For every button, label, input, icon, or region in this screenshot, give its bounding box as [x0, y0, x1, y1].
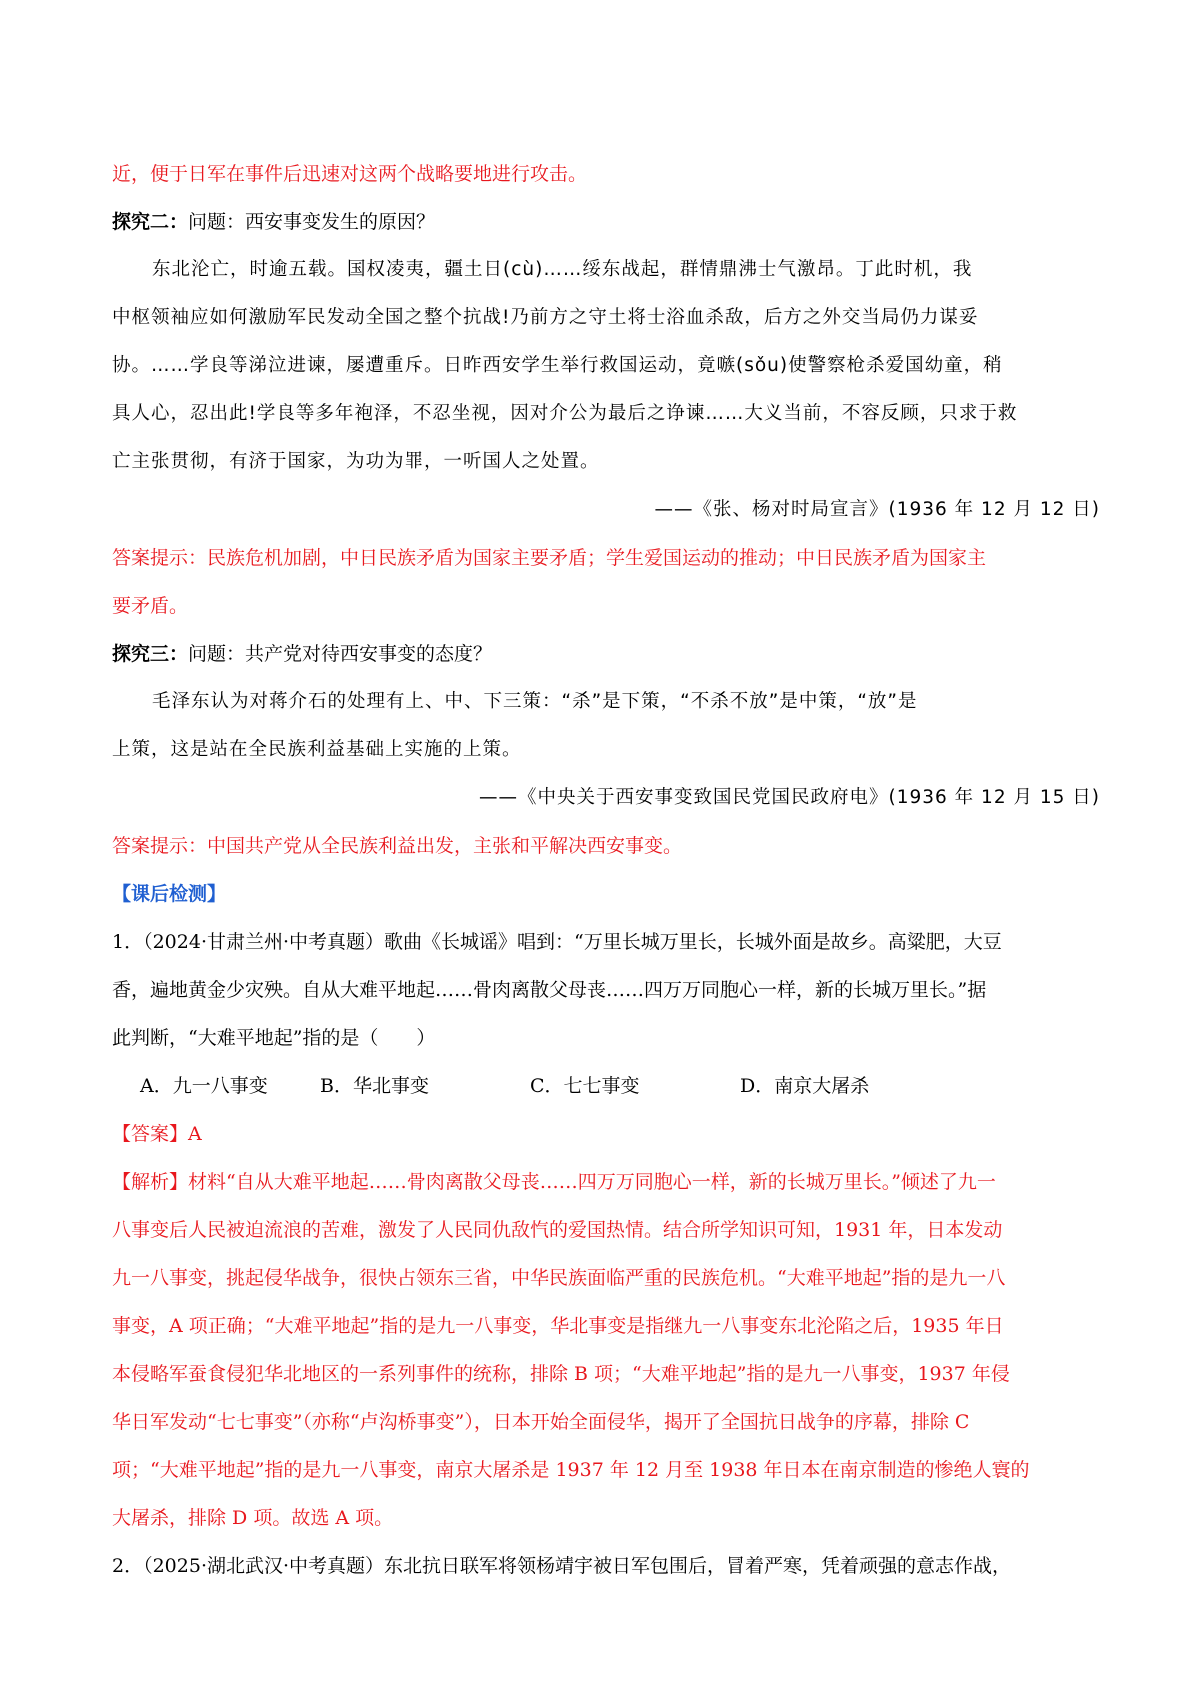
q1-analysis-line: 九一八事变，挑起侵华战争，很快占领东三省，中华民族面临严重的民族危机。“大难平地起”指的是九一八 — [112, 1267, 1006, 1289]
explore3-label: 探究三： — [112, 643, 189, 665]
explore2-heading — [112, 198, 1100, 246]
q1-option-b: B．华北事变 — [320, 1075, 429, 1097]
q1-option-c: C．七七事变 — [530, 1075, 640, 1097]
q1-analysis-line: 本侵略军蚕食侵犯华北地区的一系列事件的统称，排除 B 项；“大难平地起”指的是九一八事变，1937 年侵 — [112, 1363, 1010, 1385]
explore3-quote-line: 上策，这是站在全民族利益基础上实施的上策。 — [112, 739, 522, 760]
q1-stem-line: 1．（2024·甘肃兰州·中考真题）歌曲《长城谣》唱到：“万里长城万里长，长城外面是故乡。高粱肥，大豆 — [112, 931, 1002, 953]
document-content — [112, 150, 1100, 1590]
q1-stem-line: 此判断，“大难平地起”指的是（ ） — [112, 1027, 436, 1049]
q1-options — [112, 1062, 1100, 1110]
q1-stem-line: 香，遍地黄金少灾殃。自从大难平地起……骨肉离散父母丧……四万万同胞心一样，新的长城万里长。”据 — [112, 979, 987, 1001]
section-title: 【课后检测】 — [112, 883, 227, 905]
q1-analysis-line: 华日军发动“七七事变”（亦称“卢沟桥事变”），日本开始全面侵华，揭开了全国抗日战争的序幕，排除 C — [112, 1411, 970, 1433]
q1-option-a: A．九一八事变 — [140, 1075, 268, 1097]
q1-answer: 【答案】A — [112, 1123, 202, 1145]
q1-analysis-line: 八事变后人民被迫流浪的苦难，激发了人民同仇敌忾的爱国热情。结合所学知识可知，1931 年，日本发动 — [112, 1219, 1003, 1241]
explore2-quote-line: 具人心，忍出此!学良等多年袍泽，不忍坐视，因对介公为最后之诤谏……大义当前，不容反顾，只求于救 — [112, 403, 1018, 424]
q1-analysis-line: 项；“大难平地起”指的是九一八事变，南京大屠杀是 1937 年 12 月至 1938 年日本在南京制造的惨绝人寰的 — [112, 1459, 1030, 1481]
explore2-quote-line: 中枢领袖应如何激励军民发动全国之整个抗战!乃前方之守土将士浴血杀敌，后方之外交当局仍力谋妥 — [112, 307, 979, 328]
q1-analysis-line: 大屠杀，排除 D 项。故选 A 项。 — [112, 1507, 394, 1529]
explore2-quote-line: 东北沦亡，时逾五载。国权凌夷，疆土日(cù)……绥东战起，群情鼎沸士气激昂。丁此时机，我 — [152, 259, 973, 280]
explore2-quote-line: 亡主张贯彻，有济于国家，为功为罪，一听国人之处置。 — [112, 451, 600, 472]
explore3-heading — [112, 630, 1100, 678]
explore3-quote-line: 毛泽东认为对蒋介石的处理有上、中、下三策：“杀”是下策，“不杀不放”是中策，“放”是 — [152, 691, 918, 712]
explore2-answer-line: 要矛盾。 — [112, 595, 189, 617]
continued-text-line: 近，便于日军在事件后迅速对这两个战略要地进行攻击。 — [112, 163, 588, 185]
q1-analysis-line: 事变，A 项正确；“大难平地起”指的是九一八事变，华北事变是指继九一八事变东北沦陷之后，1935 年日 — [112, 1315, 1004, 1337]
explore3-answer: 答案提示：中国共产党从全民族利益出发，主张和平解决西安事变。 — [112, 835, 683, 857]
explore2-label: 探究二： — [112, 211, 189, 233]
q1-option-d: D．南京大屠杀 — [740, 1075, 870, 1097]
explore2-answer-line: 答案提示：民族危机加剧，中日民族矛盾为国家主要矛盾；学生爱国运动的推动；中日民族矛盾为国家主 — [112, 547, 987, 569]
explore2-question: 问题：西安事变发生的原因？ — [188, 211, 436, 233]
explore3-source: ——《中央关于西安事变致国民党国民政府电》(1936 年 12 月 15 日) — [478, 787, 1100, 808]
explore2-quote-line: 协。……学良等涕泣进谏，屡遭重斥。日昨西安学生举行救国运动，竟嗾(sǒu)使警察枪杀爱国幼童，稍 — [112, 355, 1003, 376]
explore3-question: 问题：共产党对待西安事变的态度？ — [188, 643, 493, 665]
q1-analysis-line: 【解析】材料“自从大难平地起……骨肉离散父母丧……四万万同胞心一样，新的长城万里长。”倾述了九一 — [112, 1171, 996, 1193]
explore2-source: ——《张、杨对时局宣言》(1936 年 12 月 12 日) — [654, 499, 1100, 520]
q2-stem-line: 2．（2025·湖北武汉·中考真题）东北抗日联军将领杨靖宇被日军包围后，冒着严寒，凭着顽强的意志作战， — [112, 1555, 1012, 1577]
